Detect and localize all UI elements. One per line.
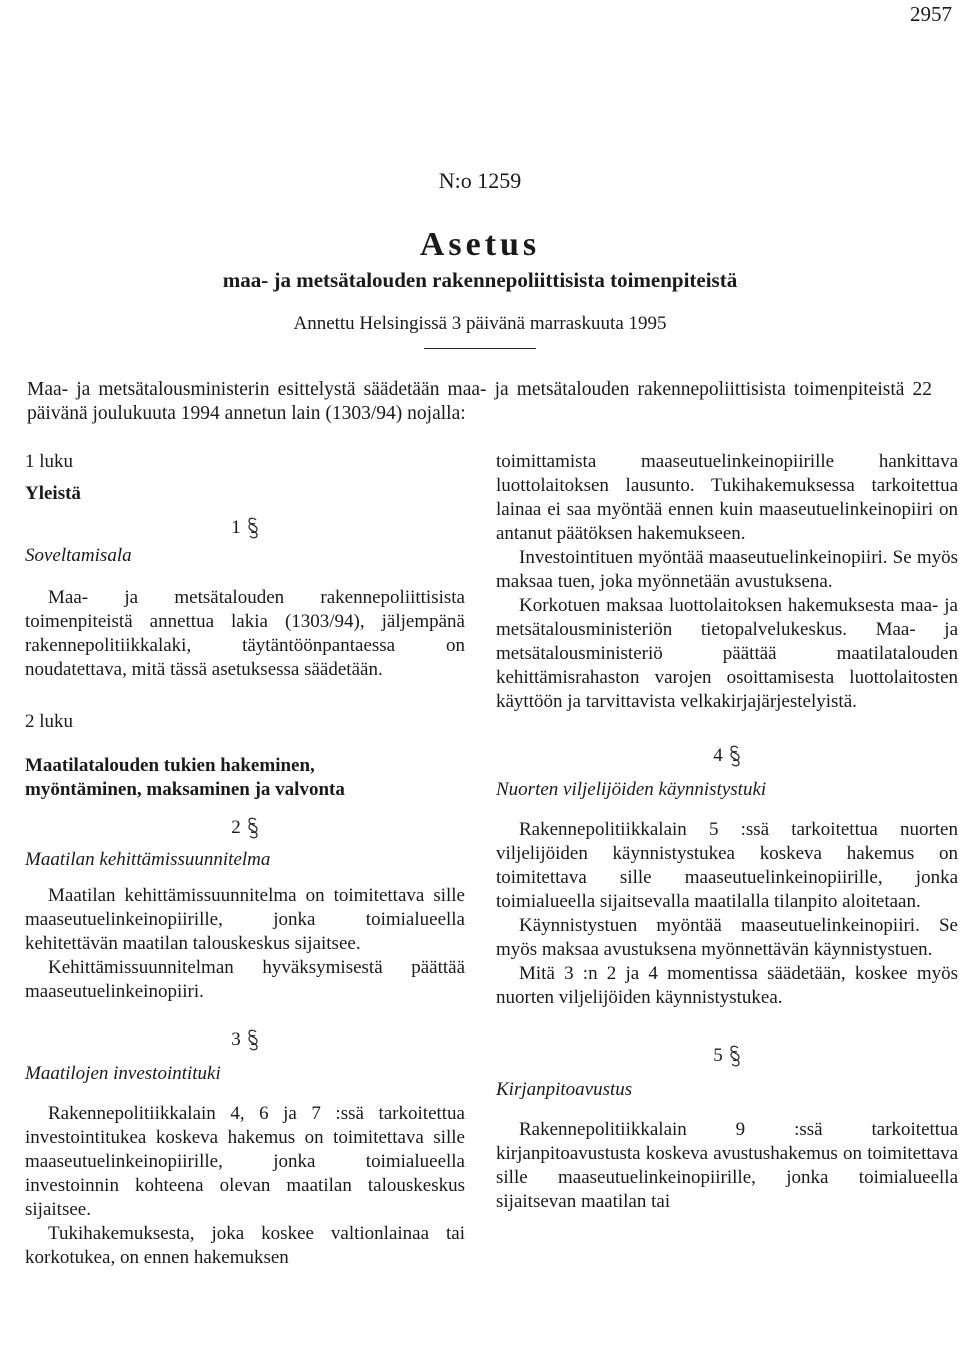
- section-1-number: 1: [25, 516, 465, 540]
- section-5-paragraph-1: Rakennepolitiikkalain 9 :ssä tarkoitettua kirjanpitoavustusta koskeva avustushakemus on toimitettava sille maaseutuelinkeinopiirille, jonka toimialueella sijaitsevan maatilan tai: [496, 1119, 958, 1212]
- issue-date: Annettu Helsingissä 3 päivänä marraskuuta 1995: [293, 313, 667, 334]
- section-3-paragraph-3: Investointituen myöntää maaseutuelinkeinopiiri. Se myös maksaa tuen, joka myönnetään avustuksena.: [496, 547, 958, 592]
- section-3-paragraph-4: Korkotuen maksaa luottolaitoksen hakemuksesta maa- ja metsätalousministeriön tietopalvelukeskus. Maa- ja metsätalousministeriö päättää maatilatalouden kehittämisrahaston varojen osoittamisesta luottolaitosten käyttöön ja tarvittavista velkakirjajärjestelyistä.: [496, 595, 958, 712]
- document-title: Asetus: [419, 226, 541, 263]
- continued-paragraph: toimittamista maaseutuelinkeinopiirille hankittava luottolaitoksen lausunto. Tukihakemuksessa tarkoitettua lainaa ei saa myöntää ennen kuin maaseutuelinkeinopiiri on antanut päätöksen hakemukseen.: [496, 451, 958, 544]
- section-1-paragraph: Maa- ja metsätalouden rakennepoliittisista toimenpiteistä annettua lakia (1303/94), jäljempänä rakennepolitiikkalaki, täytäntöönpantaessa on noudatettava, mitä tässä asetuksessa säädetään.: [25, 587, 465, 680]
- preamble: Maa- ja metsätalousministerin esittelystä säädetään maa- ja metsätalouden rakennepoliittisista toimenpiteistä 22 päivänä joulukuuta 1994 annetun lain (1303/94) nojalla:: [27, 379, 932, 424]
- chapter-1-title: Yleistä: [25, 483, 81, 504]
- section-5-title: Kirjanpitoavustus: [496, 1079, 633, 1100]
- page-number: 2957: [910, 2, 952, 26]
- section-sign-icon: [247, 1029, 259, 1051]
- divider: [424, 348, 536, 349]
- chapter-2-title-line-1: Maatilatalouden tukien hakeminen,: [25, 755, 315, 776]
- section-4-number: 4: [496, 744, 958, 768]
- section-2-paragraph-1: Maatilan kehittämissuunnitelma on toimitettava sille maaseutuelinkeinopiirille, jonka toimialueella kehitettävän maatilan talouskeskus sijaitsee.: [25, 885, 465, 954]
- section-2-title: Maatilan kehittämissuunnitelma: [25, 849, 271, 870]
- section-2-paragraph-2: Kehittämissuunnitelman hyväksymisestä päättää maaseutuelinkeinopiiri.: [25, 957, 465, 1002]
- section-3-title: Maatilojen investointituki: [25, 1063, 221, 1084]
- left-column: [25, 450, 465, 1270]
- document-subtitle: maa- ja metsätalouden rakennepoliittisista toimenpiteistä: [222, 268, 738, 292]
- section-3-paragraph-1: Rakennepolitiikkalain 4, 6 ja 7 :ssä tarkoitettua investointitukea koskeva hakemus on toimitettava sille maaseutuelinkeinopiirille, jonka toimialueella investoinnin kohteena olevan maatilan talouskeskus sijaitsee.: [25, 1103, 465, 1220]
- section-sign-icon: [247, 517, 259, 539]
- chapter-2-label: 2 luku: [25, 711, 74, 732]
- chapter-2-title-line-2: myöntäminen, maksaminen ja valvonta: [25, 779, 345, 800]
- statute-number: N:o 1259: [438, 168, 522, 193]
- section-2-number: 2: [25, 816, 465, 840]
- section-4-paragraph-2: Käynnistystuen myöntää maaseutuelinkeinopiiri. Se myös maksaa avustuksena myönnettävän käynnistystuen.: [496, 915, 958, 960]
- section-1-title: Soveltamisala: [25, 545, 132, 566]
- section-4-paragraph-1: Rakennepolitiikkalain 5 :ssä tarkoitettua nuorten viljelijöiden käynnistystukea koskeva hakemus on toimitettava sille maaseutuelinkeinopiirille, jonka toimialueella sijaitsevalla maatilalla tilanpito aloitetaan.: [496, 819, 958, 912]
- chapter-1-label: 1 luku: [25, 451, 74, 472]
- section-3-number: 3: [25, 1028, 465, 1052]
- section-sign-icon: [247, 817, 259, 839]
- section-5-number: 5: [496, 1044, 958, 1068]
- section-4-paragraph-3: Mitä 3 :n 2 ja 4 momentissa säädetään, koskee myös nuorten viljelijöiden käynnistystukea.: [496, 963, 958, 1008]
- section-sign-icon: [729, 745, 741, 767]
- section-sign-icon: [729, 1045, 741, 1067]
- right-column: [496, 450, 958, 1214]
- section-3-paragraph-2: Tukihakemuksesta, joka koskee valtionlainaa tai korkotukea, on ennen hakemuksen: [25, 1223, 465, 1268]
- section-4-title: Nuorten viljelijöiden käynnistystuki: [496, 779, 767, 800]
